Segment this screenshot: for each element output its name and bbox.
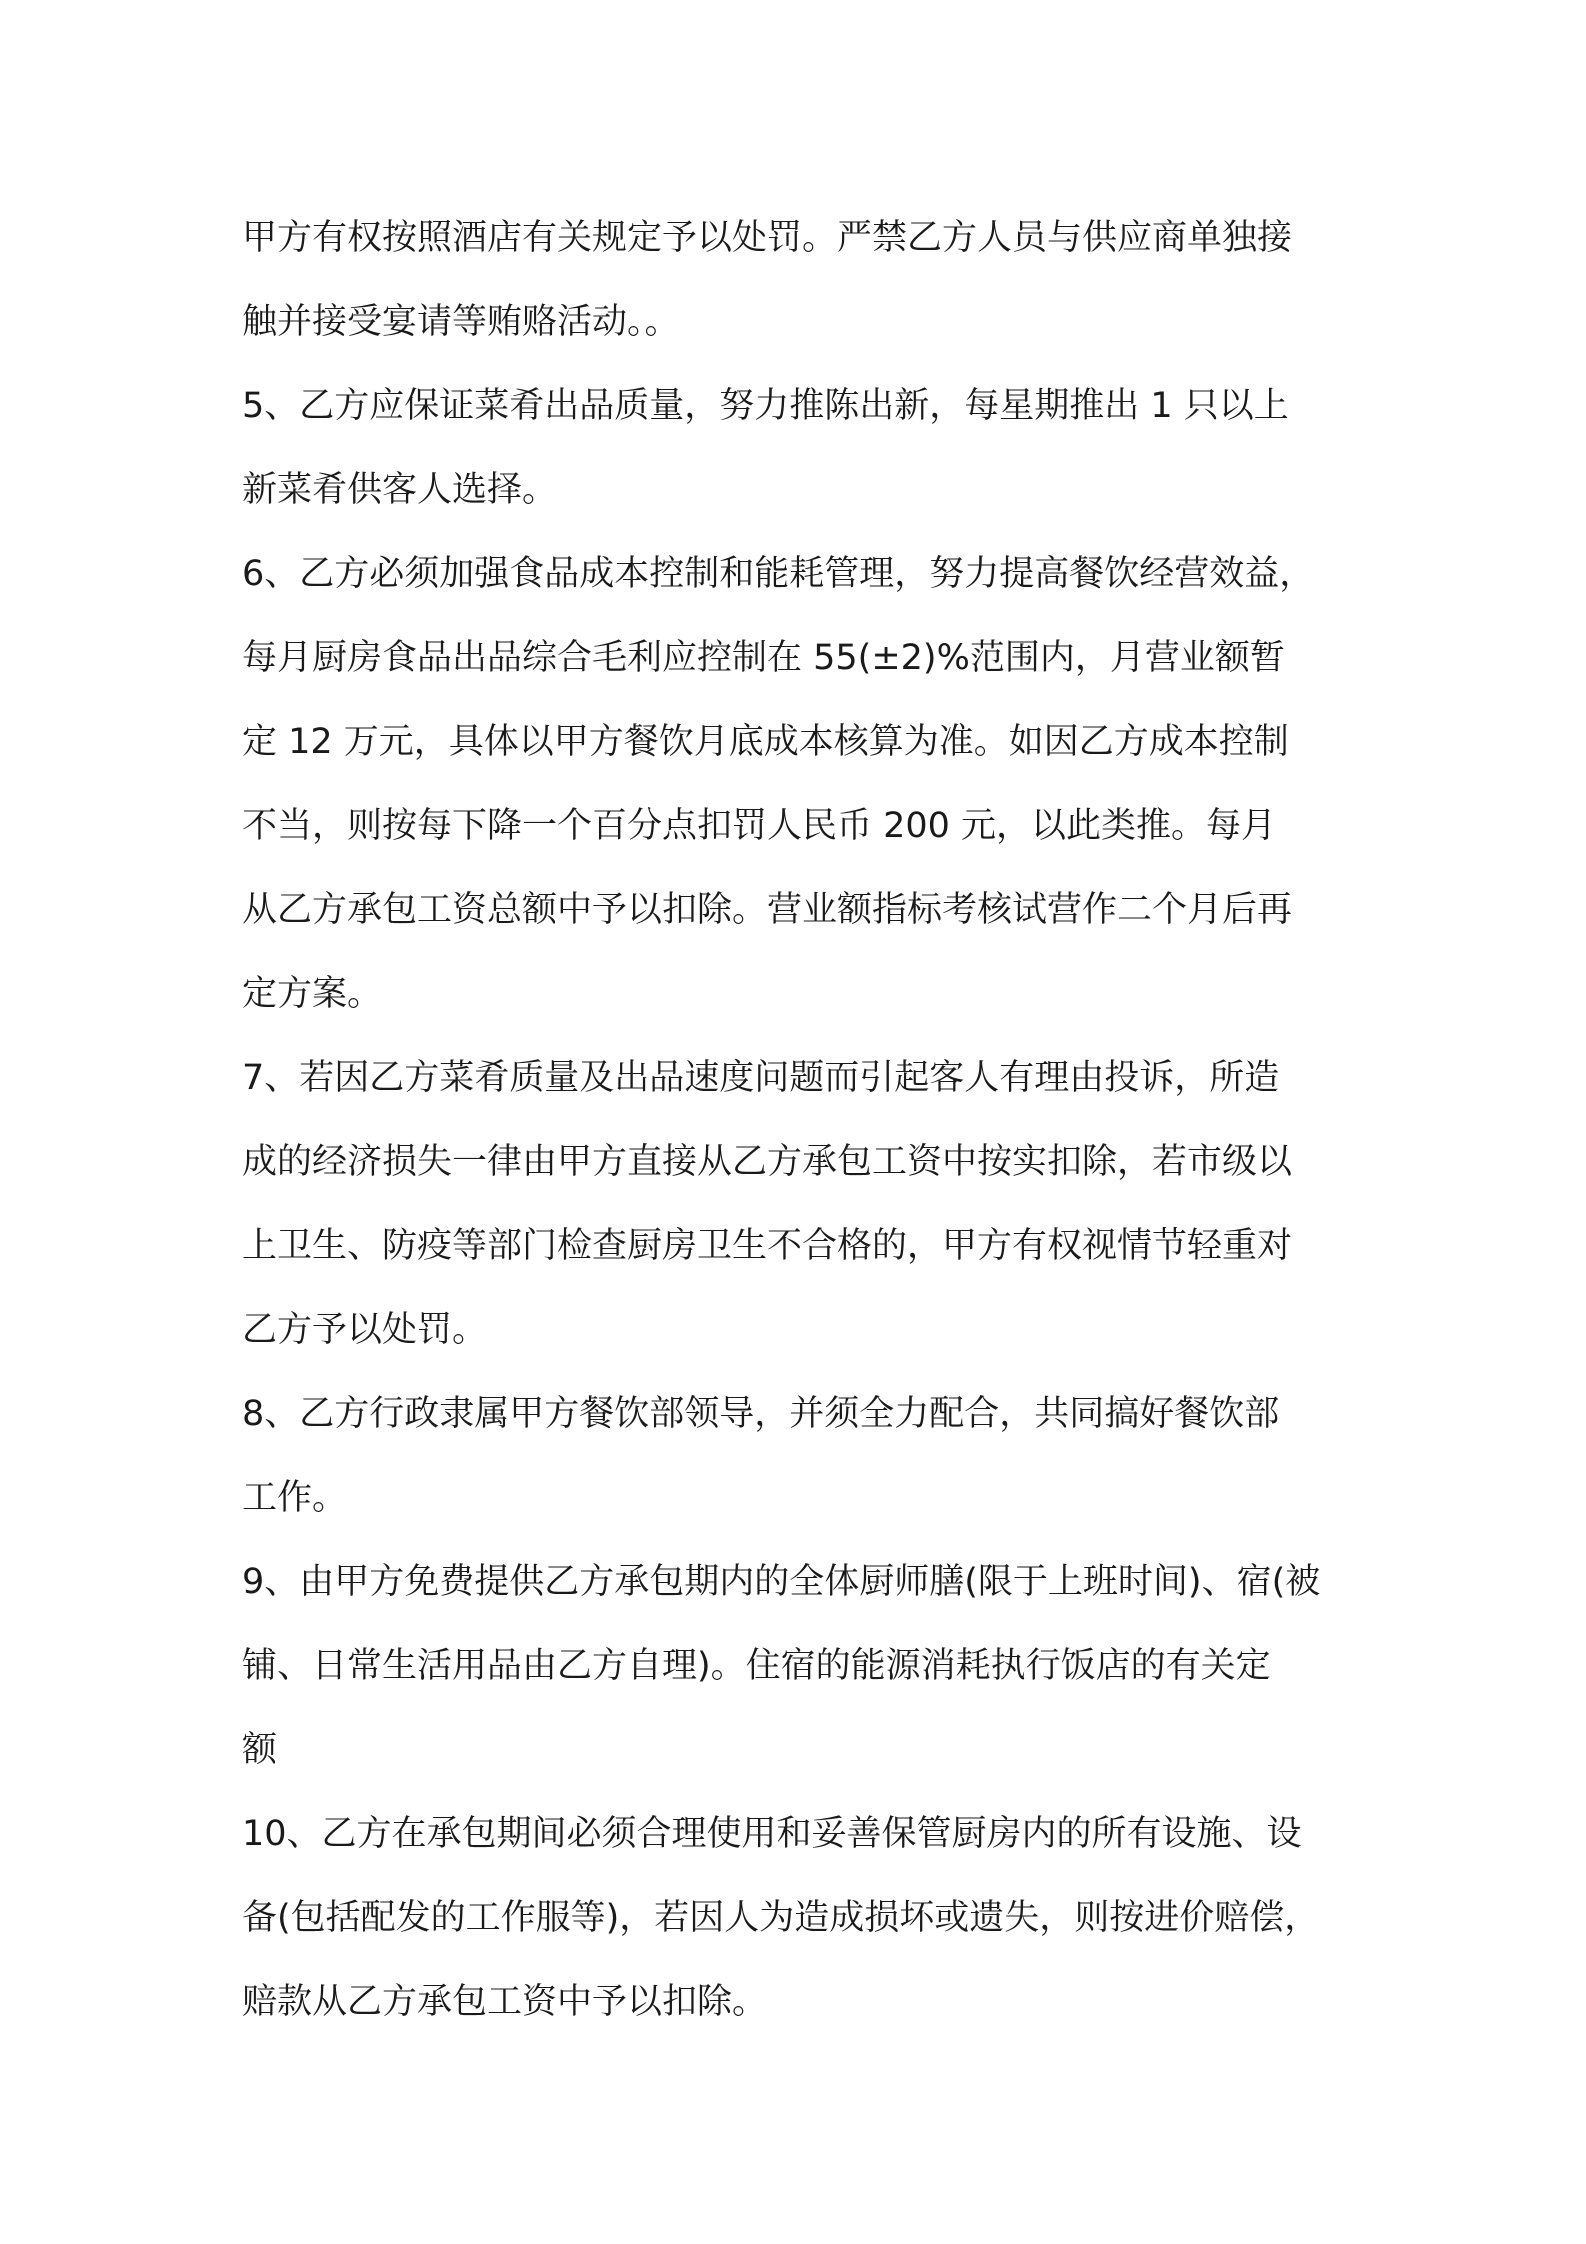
text-line: 定方案。 <box>242 974 383 1014</box>
text-line: 8、乙方行政隶属甲方餐饮部领导，并须全力配合，共同搞好餐饮部 <box>242 1394 1280 1434</box>
text-line: 铺、日常生活用品由乙方自理)。住宿的能源消耗执行饭店的有关定 <box>242 1646 1271 1686</box>
text-line: 上卫生、防疫等部门检查厨房卫生不合格的，甲方有权视情节轻重对 <box>242 1226 1293 1266</box>
text-line: 10、乙方在承包期间必须合理使用和妥善保管厨房内的所有设施、设 <box>242 1814 1302 1854</box>
text-line: 备(包括配发的工作服等)，若因人为造成损坏或遗失，则按进价赔偿， <box>242 1898 1320 1938</box>
document-body <box>242 196 1350 2044</box>
text-line: 每月厨房食品出品综合毛利应控制在 55(±2)%范围内，月营业额暂 <box>242 638 1285 678</box>
text-line: 额 <box>242 1730 278 1770</box>
text-line: 乙方予以处罚。 <box>242 1310 488 1350</box>
text-line: 5、乙方应保证菜肴出品质量，努力推陈出新，每星期推出 1 只以上 <box>242 386 1289 426</box>
text-line: 工作。 <box>242 1478 348 1518</box>
text-line: 从乙方承包工资总额中予以扣除。营业额指标考核试营作二个月后再 <box>242 890 1293 930</box>
text-line: 不当，则按每下降一个百分点扣罚人民币 200 元，以此类推。每月 <box>242 806 1277 846</box>
text-line: 6、乙方必须加强食品成本控制和能耗管理，努力提高餐饮经营效益， <box>242 554 1315 594</box>
text-line: 新菜肴供客人选择。 <box>242 470 558 510</box>
text-line: 7、若因乙方菜肴质量及出品速度问题而引起客人有理由投诉，所造 <box>242 1058 1280 1098</box>
text-line: 触并接受宴请等贿赂活动。。 <box>242 302 680 342</box>
text-line: 成的经济损失一律由甲方直接从乙方承包工资中按实扣除，若市级以 <box>242 1142 1293 1182</box>
text-line: 赔款从乙方承包工资中予以扣除。 <box>242 1982 768 2022</box>
text-line: 甲方有权按照酒店有关规定予以处罚。严禁乙方人员与供应商单独接 <box>242 218 1293 258</box>
text-line: 9、由甲方免费提供乙方承包期内的全体厨师膳(限于上班时间)、宿(被 <box>242 1562 1321 1602</box>
text-line: 定 12 万元，具体以甲方餐饮月底成本核算为准。如因乙方成本控制 <box>242 722 1289 762</box>
